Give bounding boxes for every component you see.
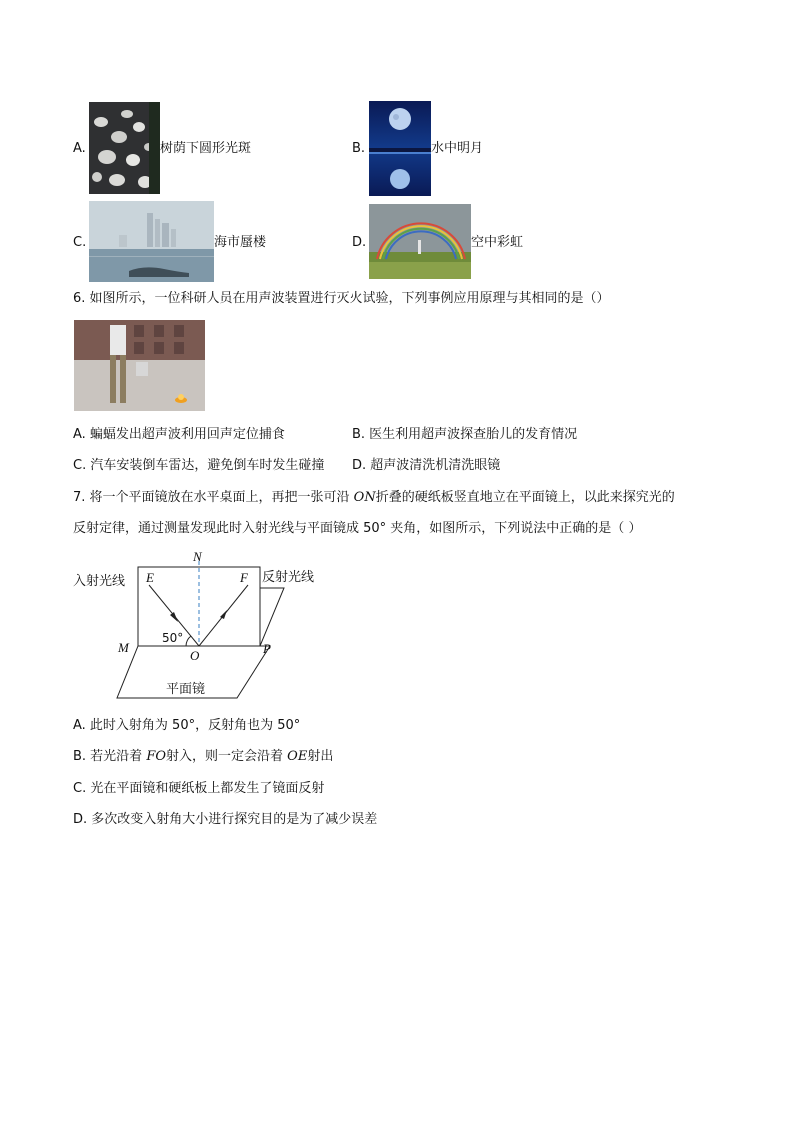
option-d-letter: D. — [352, 235, 367, 250]
rainbow-image — [369, 204, 471, 279]
question-7-option-a: A. 此时入射角为 50°，反射角也为 50° — [73, 718, 301, 733]
rainbow-photo — [369, 204, 471, 279]
label-reflected-ray: 反射光线 — [262, 570, 315, 585]
question-7-stem-line1 — [73, 490, 675, 506]
mirage-image — [89, 201, 214, 282]
option-b-caption: 水中明月 — [431, 141, 484, 156]
stem-var-on: ON — [353, 490, 376, 505]
label-p: P — [263, 641, 271, 656]
stem-text: 7. 将一个平面镜放在水平桌面上，再把一张可沿 — [73, 490, 354, 505]
reflection-diagram — [70, 545, 340, 705]
label-m: M — [118, 640, 129, 655]
label-f: F — [240, 570, 248, 585]
question-6-option-a: A. 蝙蝠发出超声波利用回声定位捕食 — [73, 427, 285, 442]
folded-panel — [260, 588, 284, 646]
label-mirror: 平面镜 — [166, 682, 206, 697]
label-n: N — [193, 549, 202, 564]
opt-b-text-after: 射出 — [307, 749, 334, 764]
question-6-option-b: B. 医生利用超声波探查胎儿的发育情况 — [352, 427, 578, 442]
moon-in-water-image — [369, 101, 431, 196]
label-e: E — [146, 570, 154, 585]
option-c-letter: C. — [73, 235, 87, 250]
option-b-letter: B. — [352, 141, 366, 156]
option-d-caption: 空中彩虹 — [471, 235, 524, 250]
opt-b-var-fo: FO — [146, 749, 167, 764]
question-7-option-b — [73, 749, 333, 765]
opt-b-text-mid: 射入，则一定会沿着 — [166, 749, 288, 764]
shade-light-spots-photo — [89, 102, 160, 194]
opt-b-var-oe: OE — [287, 749, 308, 764]
option-a-letter: A. — [73, 141, 86, 156]
opt-b-text: B. 若光沿着 — [73, 749, 147, 764]
question-7-stem-line2: 反射定律，通过测量发现此时入射光线与平面镜成 50° 夹角，如图所示，下列说法中正确的是（ ） — [73, 521, 642, 536]
question-6-stem: 6. 如图所示，一位科研人员在用声波装置进行灭火试验，下列事例应用原理与其相同的是（） — [73, 291, 610, 306]
moon-in-water-photo — [369, 101, 431, 196]
label-o: O — [190, 648, 200, 663]
option-c-caption: 海市蜃楼 — [214, 235, 267, 250]
question-7-option-d: D. 多次改变入射角大小进行探究目的是为了减少误差 — [73, 812, 378, 827]
label-incident-ray: 入射光线 — [73, 574, 126, 589]
sound-wave-fire-photo — [74, 320, 205, 411]
stem-text-after: 折叠的硬纸板竖直地立在平面镜上，以此来探究光的 — [375, 490, 675, 505]
question-6-option-d: D. 超声波清洗机清洗眼镜 — [352, 458, 501, 473]
sound-wave-fire-image — [74, 320, 205, 411]
label-angle: 50° — [162, 631, 184, 645]
option-a-caption: 树荫下圆形光斑 — [160, 141, 252, 156]
question-6-option-c: C. 汽车安装倒车雷达，避免倒车时发生碰撞 — [73, 458, 325, 473]
shade-light-spots-image — [89, 102, 160, 194]
mirage-photo — [89, 201, 214, 282]
question-7-option-c: C. 光在平面镜和硬纸板上都发生了镜面反射 — [73, 781, 325, 796]
